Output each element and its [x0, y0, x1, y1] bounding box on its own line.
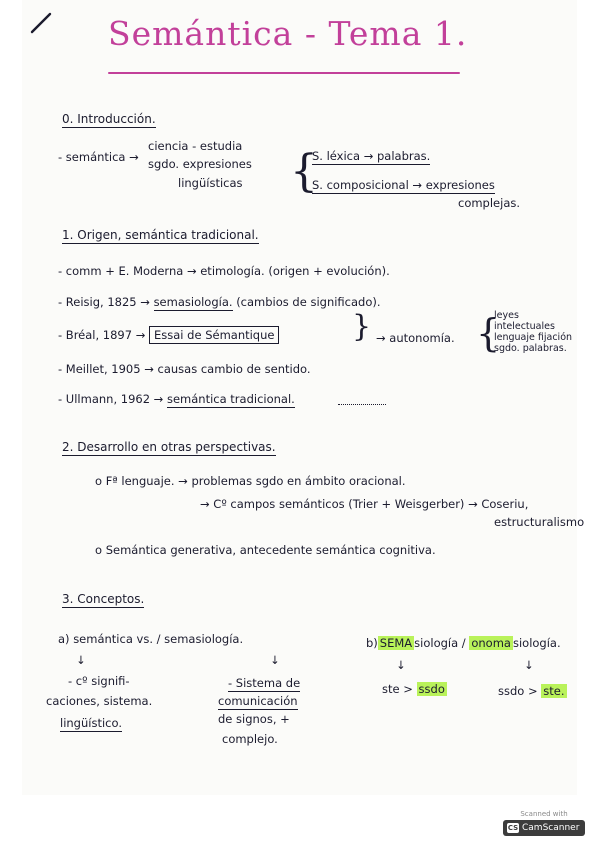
- section-1-heading: 1. Origen, semántica tradicional.: [62, 228, 259, 242]
- s2-line-1: o Fª lenguaje. → problemas sgdo en ámbito oracional.: [95, 474, 406, 488]
- brace-left: {: [290, 146, 318, 197]
- s0-def-3: lingüísticas: [178, 176, 243, 190]
- s3-col1-line-2: caciones, sistema.: [46, 694, 153, 708]
- s3-col1-line-3: lingüístico.: [60, 716, 122, 730]
- s0-branch-1: S. léxica → palabras.: [312, 149, 431, 163]
- dotted-line: [338, 404, 386, 405]
- s1-line-3: - Bréal, 1897 → Essai de Sémantique: [58, 328, 279, 342]
- s0-branch-2: S. composicional → expresiones: [312, 178, 495, 192]
- s3-part-a: a) semántica vs. / semasiología.: [58, 632, 244, 646]
- sema-highlight: SEMA: [379, 636, 413, 650]
- section-3-heading: 3. Conceptos.: [62, 592, 145, 606]
- brace-note: {: [476, 311, 501, 355]
- s0-def-1: ciencia - estudia: [148, 139, 243, 153]
- page-title: Semántica - Tema 1.: [108, 14, 468, 53]
- brace-right: }: [352, 309, 372, 344]
- s0-label: - semántica →: [58, 150, 139, 164]
- essai-box: Essai de Sémantique: [149, 326, 279, 344]
- s3-col2-line-2: comunicación: [218, 694, 298, 708]
- s2-line-2b: estructuralismo: [494, 515, 585, 529]
- pen-stroke-icon: [30, 12, 52, 34]
- s3-col1-line-1: - cº signifi-: [68, 674, 130, 688]
- s3-col2-line-3: de signos, +: [218, 712, 290, 726]
- s1-line-4: - Meillet, 1905 → causas cambio de sentido.: [58, 362, 311, 376]
- camscanner-logo-icon: CS: [507, 824, 519, 832]
- s1-line-5: - Ullmann, 1962 → semántica tradicional.: [58, 392, 295, 406]
- s1-line-1: - comm + E. Moderna → etimología. (origen + evolución).: [58, 264, 390, 278]
- s3-col2-line-1: - Sistema de: [228, 676, 301, 690]
- section-0-heading: 0. Introducción.: [62, 112, 156, 126]
- s2-line-3: o Semántica generativa, antecedente semántica cognitiva.: [95, 543, 436, 557]
- section-2-heading: 2. Desarrollo en otras perspectivas.: [62, 440, 276, 454]
- s0-def-2: sgdo. expresiones: [148, 157, 252, 171]
- s3-arrow-3: ↓: [396, 658, 406, 672]
- s2-line-2: → Cº campos semánticos (Trier + Weisgerber) → Coseriu,: [200, 497, 529, 511]
- s3-part-b: b) SEMA siología / onoma siología.: [366, 636, 561, 650]
- onoma-highlight: onoma: [471, 636, 511, 650]
- s3-arrow-4: ↓: [524, 658, 534, 672]
- s3-example-1: ste > ssdo: [382, 682, 445, 696]
- camscanner-watermark: [503, 810, 585, 836]
- title-underline: [108, 72, 460, 74]
- s0-branch-2b: complejas.: [458, 196, 521, 210]
- s1-note: leyes intelectuales lenguaje fijación sgdo. palabras.: [494, 310, 573, 354]
- camscanner-badge: [503, 820, 585, 836]
- scanned-with-label: Scanned with: [520, 810, 568, 818]
- s3-col2-line-4: complejo.: [222, 732, 278, 746]
- s1-autonomy: → autonomía.: [376, 331, 455, 345]
- s1-line-2: - Reisig, 1825 → semasiología. (cambios de significado).: [58, 295, 381, 309]
- s3-example-2: ssdo > ste.: [498, 684, 565, 698]
- s3-arrow-1: ↓: [76, 653, 86, 667]
- s3-arrow-2: ↓: [270, 653, 280, 667]
- camscanner-brand: CamScanner: [522, 823, 580, 833]
